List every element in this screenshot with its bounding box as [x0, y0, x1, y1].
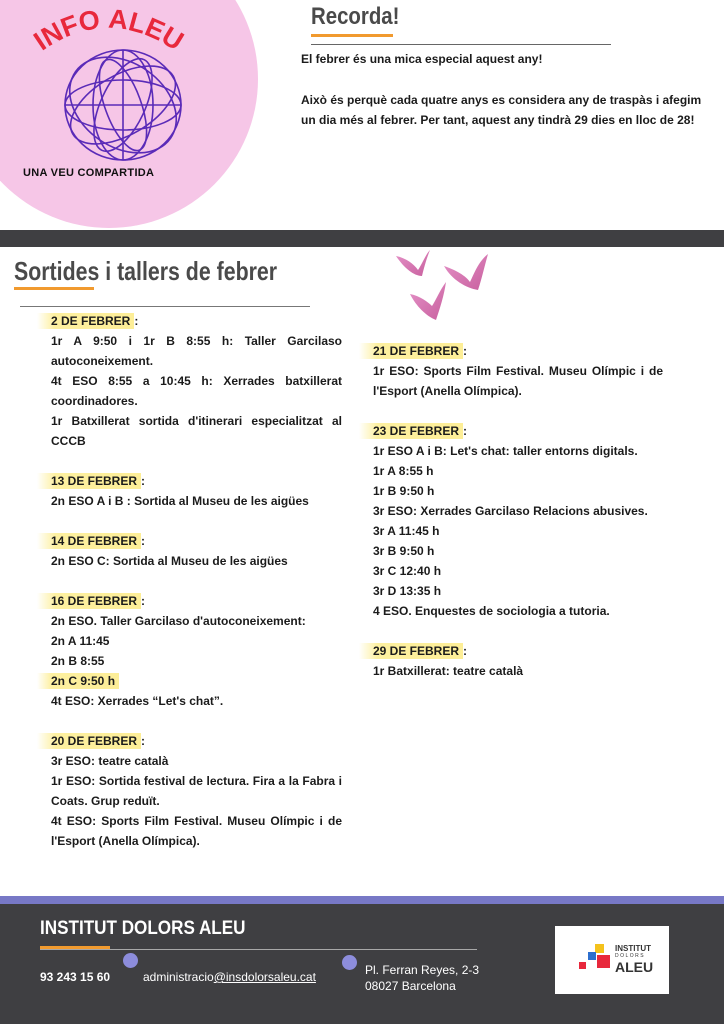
left-column — [51, 311, 342, 871]
logo-text-line-1: INSTITUT — [615, 944, 651, 953]
tagline: UNA VEU COMPARTIDA — [23, 167, 155, 179]
event-line: 1r A 9:50 i 1r B 8:55 h: Taller Garcilaso autoconeixement. — [51, 334, 342, 368]
section-title-underline — [14, 287, 94, 290]
event-line: 4t ESO: Xerrades “Let's chat”. — [51, 694, 224, 708]
event-date: 2 DE FEBRER — [37, 313, 134, 329]
event-line: 3r C 12:40 h — [373, 564, 442, 578]
footer-school-name: INSTITUT DOLORS ALEU — [40, 918, 246, 939]
event-line: 2n ESO C: Sortida al Museu de les aigües — [51, 554, 288, 568]
event-line: 1r ESO: Sortida festival de lectura. Fira a la Fabra i Coats. Grup reduït. — [51, 774, 342, 808]
event-entry: 29 DE FEBRER : 1r Batxillerat: teatre català — [373, 641, 663, 681]
event-line: 2n B 8:55 — [51, 654, 105, 668]
event-entry: 14 DE FEBRER : 2n ESO C: Sortida al Museu de les aigües — [51, 531, 342, 571]
section-divider — [20, 306, 310, 307]
event-date: 23 DE FEBRER — [359, 423, 463, 439]
right-column — [373, 341, 663, 701]
event-line: 1r Batxillerat: teatre català — [373, 664, 524, 678]
logo-square-blue — [588, 952, 596, 960]
event-line: 1r A 8:55 h — [373, 464, 434, 478]
event-line: 3r B 9:50 h — [373, 544, 435, 558]
footer-email-link[interactable]: @insdolorsaleu.cat — [213, 970, 316, 984]
event-entry: 16 DE FEBRER : 2n ESO. Taller Garcilaso d'autoconeixement: 2n A 11:45 2n B 8:55 2n C 9:50 h 4t ESO: Xerrades “Let's chat”. — [51, 591, 342, 711]
logo-square-red-small — [579, 962, 586, 969]
school-logo — [555, 926, 669, 994]
event-line: 1r ESO A i B: Let's chat: taller entorns digitals. — [373, 444, 638, 458]
footer-dot-icon — [123, 953, 138, 968]
event-line: 1r Batxillerat sortida d'itinerari especialitzat al CCCB — [51, 414, 342, 448]
event-line: 1r B 9:50 h — [373, 484, 435, 498]
logo-square-red-large — [597, 955, 610, 968]
footer-email[interactable] — [143, 970, 316, 984]
event-line: 3r A 11:45 h — [373, 524, 440, 538]
highlighted-event-line: 2n C 9:50 h — [37, 673, 119, 689]
event-entry: 13 DE FEBRER : 2n ESO A i B : Sortida al Museu de les aigües — [51, 471, 342, 511]
event-line: 4 ESO. Enquestes de sociologia a tutoria. — [373, 604, 610, 618]
event-entry: 20 DE FEBRER : 3r ESO: teatre català 1r ESO: Sortida festival de lectura. Fira a la Fabra i Coats. Grup reduït. 4t ESO: Sports Film Festival. Museu Olímpic i de l'Esport (Anella Olímpica). — [51, 731, 342, 851]
birds-icon — [392, 246, 502, 324]
recorda-paragraph-2: Això és perquè cada quatre anys es considera any de traspàs i afegim un dia més al febrer. Per tant, aquest any tindrà 29 dies en lloc de 28! — [301, 93, 702, 127]
event-date: 20 DE FEBRER — [37, 733, 141, 749]
event-line: 3r D 13:35 h — [373, 584, 442, 598]
event-line: 4t ESO 8:55 a 10:45 h: Xerrades batxillerat coordinadores. — [51, 374, 342, 408]
globe-icon — [58, 44, 188, 166]
logo-text-line-2: DOLORS — [615, 953, 646, 959]
footer — [0, 904, 724, 1024]
event-line: 2n A 11:45 — [51, 634, 110, 648]
logo-text-line-3: ALEU — [615, 959, 654, 975]
event-date: 29 DE FEBRER — [359, 643, 463, 659]
footer-divider — [40, 949, 477, 950]
event-entry: 2 DE FEBRER : 1r A 9:50 i 1r B 8:55 h: Taller Garcilaso autoconeixement. 4t ESO 8:55 a 10:45 h: Xerrades batxillerat coordinadores. 1r Batxillerat sortida d'itinerari especialitzat al CCCB — [51, 311, 342, 451]
footer-accent-line — [0, 896, 724, 904]
event-line: 2n ESO. Taller Garcilaso d'autoconeixement: — [51, 614, 306, 628]
event-date: 16 DE FEBRER — [37, 593, 141, 609]
section-title: Sortides i tallers de febrer — [14, 256, 278, 286]
logo-text: INFO ALEU — [28, 4, 189, 57]
recorda-divider — [311, 44, 611, 45]
recorda-title: Recorda! — [311, 3, 400, 30]
event-line: 4t ESO: Sports Film Festival. Museu Olímpic i de l'Esport (Anella Olímpica). — [51, 814, 342, 848]
footer-address-line-1: Pl. Ferran Reyes, 2-3 — [365, 963, 480, 977]
event-line: 1r ESO: Sports Film Festival. Museu Olímpic i de l'Esport (Anella Olímpica). — [373, 364, 663, 398]
event-date: 21 DE FEBRER — [359, 343, 463, 359]
logo-square-yellow — [595, 944, 604, 953]
event-date: 14 DE FEBRER — [37, 533, 141, 549]
top-dark-band — [0, 230, 724, 247]
footer-address-line-2: 08027 Barcelona — [365, 979, 456, 993]
footer-dot-icon — [342, 955, 357, 970]
recorda-paragraph-1: El febrer és una mica especial aquest any! — [301, 52, 543, 66]
footer-phone[interactable]: 93 243 15 60 — [40, 970, 111, 984]
event-line: 3r ESO: Xerrades Garcilaso Relacions abusives. — [373, 504, 648, 518]
recorda-underline — [311, 34, 393, 37]
footer-email-prefix: administracio — [143, 970, 214, 984]
event-date: 13 DE FEBRER — [37, 473, 141, 489]
event-entry: 23 DE FEBRER : 1r ESO A i B: Let's chat: taller entorns digitals. 1r A 8:55 h 1r B 9:50 h 3r ESO: Xerrades Garcilaso Relacions abusives. 3r A 11:45 h 3r B 9:50 h 3r C 12:40 h 3r D 13:35 h 4 ESO. Enquestes de sociologia a tutoria. — [373, 421, 663, 621]
event-entry: 21 DE FEBRER : 1r ESO: Sports Film Festival. Museu Olímpic i de l'Esport (Anella Olímpica). — [373, 341, 663, 401]
event-line: 2n ESO A i B : Sortida al Museu de les aigües — [51, 494, 309, 508]
event-line: 3r ESO: teatre català — [51, 754, 169, 768]
